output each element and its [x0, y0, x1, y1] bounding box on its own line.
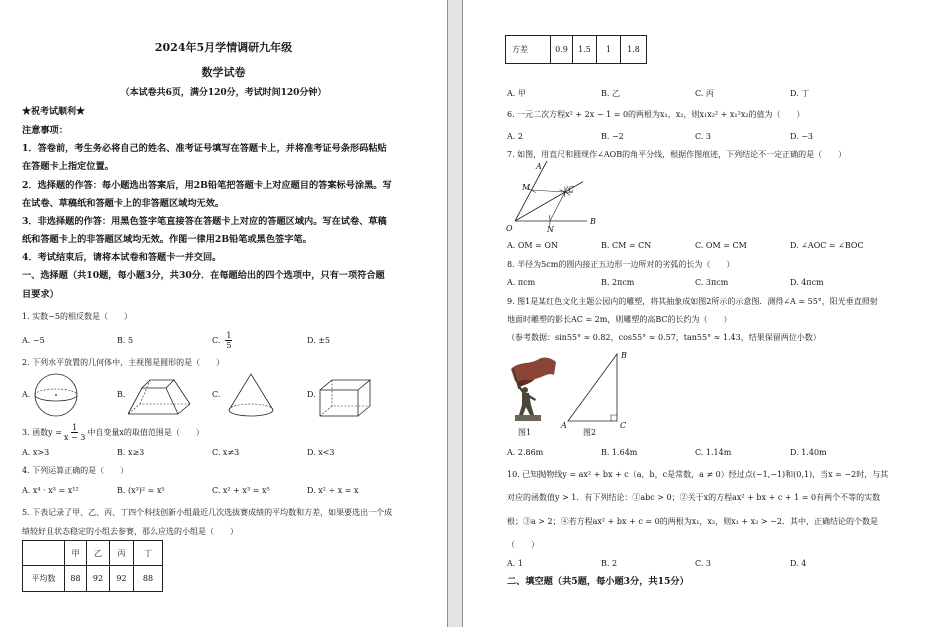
cone-sides: [229, 374, 273, 410]
cone-figure: [226, 372, 276, 418]
table-header-cell: 丙: [110, 541, 134, 566]
table-cell: 92: [110, 566, 134, 592]
q9-stem: 9. 图1是某红色文化主题公园内的雕塑，将其抽象成如图2所示的示意图．测得∠A = 55°，阳光垂直照射: [507, 297, 878, 306]
q6-option-a: A. 2: [507, 132, 523, 141]
label-n: N: [547, 225, 554, 234]
cuboid-hidden-edges: [320, 380, 370, 416]
table-cell: 0.9: [551, 36, 573, 64]
q8-stem: 8. 半径为5cm的圆内接正五边形一边所对的劣弧的长为（ ）: [507, 260, 735, 269]
table-row: [23, 566, 163, 592]
note-line: 在答题卡上指定位置。: [22, 161, 114, 172]
q10-option-a: A. 1: [507, 559, 523, 568]
label-a: A: [561, 421, 567, 430]
section2-heading: 二、填空题（共5题，每小题3分，共15分）: [507, 576, 689, 587]
q3-option-b: B. x≥3: [117, 448, 145, 457]
table-corner-cell: [23, 541, 65, 566]
fraction-numerator: 1: [72, 422, 78, 432]
note-line: 在试卷、草稿纸和答题卡上的非答题区域均无效。: [22, 198, 225, 209]
q5-stem-cont: 绩较好且状态稳定的小组去参赛，那么应选的小组是（ ）: [22, 527, 238, 536]
label-c: C: [620, 421, 627, 430]
right-triangle-figure: [560, 348, 630, 430]
table-cell: 1.5: [573, 36, 597, 64]
note-line: 4．考试结束后，请将本试卷和答题卡一并交回。: [22, 252, 222, 263]
q7-option-b: B. CM = CN: [601, 241, 652, 250]
label-o: O: [506, 224, 513, 233]
q1-option-c-label: C.: [212, 335, 221, 345]
q2-stem: 2. 下列水平放置的几何体中，主视图是圆形的是（ ）: [22, 358, 225, 367]
right-page: [463, 0, 928, 627]
q8-option-a: A. πcm: [507, 278, 536, 287]
q10-option-d: D. 4: [790, 559, 807, 568]
cuboid-figure: [318, 378, 374, 418]
q10-answer-blank: （ ）: [507, 540, 539, 549]
exam-subject: 数学试卷: [201, 66, 246, 79]
cone-base-front: [229, 410, 273, 416]
q7-stem: 7. 如图，用直尺和圆规作∠AOB的角平分线，根据作图痕迹，下列结论不一定正确的是（ ）: [507, 150, 847, 159]
q6-option-b: B. −2: [601, 132, 624, 141]
q3-stem-suffix: 中自变量x的取值范围是（ ）: [87, 427, 204, 437]
q3-fraction: [64, 423, 85, 442]
q3-option-a: A. x>3: [22, 448, 50, 457]
blessing: ★祝考试顺利★: [22, 107, 86, 117]
figure-1-caption: 图1: [518, 428, 532, 437]
q5-option-d: D. 丁: [790, 89, 810, 98]
q3-option-c: C. x≠3: [212, 448, 240, 457]
q4-stem: 4. 下列运算正确的是（ ）: [22, 466, 129, 475]
frustum-sides: [128, 380, 190, 414]
table-header-cell: 乙: [87, 541, 110, 566]
q5-table-top: [22, 540, 163, 592]
q10-stem-cont: 对应的函数值y > 1．有下列结论：①abc > 0；②关于x的方程ax² + bx + c + 1 = 0有两个不等的实数: [507, 493, 881, 502]
label-m: M: [522, 183, 531, 192]
q7-option-c: C. OM = CM: [695, 241, 747, 250]
frustum-top: [142, 380, 174, 388]
cuboid-front-face: [320, 390, 358, 416]
q5-option-a: A. 甲: [507, 89, 526, 98]
q9-option-d: D. 1.40m: [790, 448, 827, 457]
q3-stem: [22, 421, 204, 443]
fraction-denominator: 5: [226, 340, 232, 350]
q5-option-b: B. 乙: [601, 89, 620, 98]
fraction-numerator: 1: [226, 330, 232, 340]
label-a: A: [536, 162, 542, 171]
section1-heading-cont: 目要求）: [22, 289, 59, 300]
q3-option-d: D. x<3: [307, 448, 335, 457]
q8-option-d: D. 4πcm: [790, 278, 824, 287]
figure-2-caption: 图2: [583, 428, 597, 437]
q1-stem: 1. 实数−5的相反数是（ ）: [22, 312, 132, 321]
sculpture-body: [519, 393, 534, 415]
angle-bisector-figure: [503, 159, 603, 237]
note-line: 1．答卷前，考生务必将自己的姓名、准考证号填写在答题卡上，并将准考证号条形码粘贴: [22, 143, 387, 154]
note-line: 3．非选择题的作答：用黑色签字笔直接答在答题卡上对应的答题区域内。写在试卷、草稿: [22, 216, 387, 227]
q8-option-b: B. 2πcm: [601, 278, 635, 287]
notes-heading: 注意事项：: [22, 125, 68, 136]
cuboid-visible-edges: [320, 380, 370, 416]
q8-option-c: C. 3πcm: [695, 278, 729, 287]
table-cell: 88: [134, 566, 163, 592]
q1-option-c-fraction: [225, 331, 232, 350]
q10-stem: 10. 已知抛物线y = ax² + bx + c（a，b，c是常数，a ≠ 0）经过点(−1,−1)和(0,1)，当x = −2时，与其: [507, 470, 889, 479]
q7-option-d: D. ∠AOC = ∠BOC: [790, 241, 864, 250]
table-cell: 88: [65, 566, 87, 592]
q2-option-c-label: C.: [212, 390, 221, 399]
q6-stem: 6. 一元二次方程x² + 2x − 1 = 0的两根为x₁，x₂，则x₁x₂² + x₁²x₂的值为（ ）: [507, 110, 805, 119]
triangle-abc: [568, 354, 617, 421]
q1-option-d: D. ±5: [307, 336, 331, 345]
section1-heading: 一、选择题（共10题，每小题3分，共30分．在每题给出的四个选项中，只有一项符合题: [22, 270, 385, 281]
table-row-label: 方差: [506, 36, 551, 64]
q2-option-d-label: D.: [307, 390, 316, 399]
q10-option-c: C. 3: [695, 559, 712, 568]
q1-option-c: [212, 329, 234, 351]
note-line: 纸和答题卡上的非答题区域均无效。作图一律用2B铅笔或黑色签字笔。: [22, 234, 312, 245]
q1-option-b: B. 5: [117, 336, 134, 345]
sphere-center: [55, 394, 57, 396]
q6-option-d: D. −3: [790, 132, 814, 141]
fraction-denominator: x − 3: [63, 432, 86, 442]
q4-option-a: A. x⁴ · x³ = x¹²: [22, 486, 79, 495]
sculpture-base: [515, 415, 541, 421]
q9-stem-cont: 地面时雕塑的影长AC = 2m，则雕塑的高BC的长约为（ ）: [507, 315, 732, 324]
q9-option-c: C. 1.14m: [695, 448, 732, 457]
table-header-cell: 丁: [134, 541, 163, 566]
right-angle-mark: [611, 415, 617, 421]
q9-option-a: A. 2.86m: [507, 448, 544, 457]
exam-title: 2024年5月学情调研九年级: [154, 41, 293, 54]
q10-stem-cont: 根；③a > 2；④若方程ax² + bx + c = 0的两根为x₁，x₂，则x₁ + x₂ > −2．其中，正确结论的个数是: [507, 517, 878, 526]
q7-option-a: A. OM = ON: [507, 241, 558, 250]
table-header-cell: 甲: [65, 541, 87, 566]
q4-option-c: C. x² + x³ = x⁵: [212, 486, 270, 495]
table-cell: 92: [87, 566, 110, 592]
cone-base-back: [229, 404, 273, 410]
table-cell: 1.8: [621, 36, 647, 64]
table-row-label: 平均数: [23, 566, 65, 592]
sculpture-photo: [505, 353, 557, 425]
page-gutter: [447, 0, 463, 627]
sculpture-flag: [511, 358, 556, 383]
q10-option-b: B. 2: [601, 559, 618, 568]
left-page: [0, 0, 447, 627]
q2-option-a-label: A.: [22, 390, 31, 399]
q5-table-continued: [505, 35, 647, 64]
q4-option-d: D. x² ÷ x = x: [307, 486, 359, 495]
q5-option-c: C. 丙: [695, 89, 714, 98]
q3-stem-prefix: 3. 函数y =: [22, 427, 62, 437]
table-header-row: [23, 541, 163, 566]
label-b: B: [621, 351, 627, 360]
q9-option-b: B. 1.64m: [601, 448, 638, 457]
exam-info: （本试卷共6页，满分120分，考试时间120分钟）: [120, 88, 327, 98]
table-row: [506, 36, 647, 64]
frustum-bottom-visible: [128, 404, 190, 414]
q4-option-b: B. (x³)² = x⁵: [117, 486, 165, 495]
note-line: 2．选择题的作答：每小题选出答案后，用2B铅笔把答题卡上对应题目的答案标号涂黑。写: [22, 180, 392, 191]
frustum-figure: [126, 374, 194, 418]
sphere-figure: [32, 372, 80, 418]
q5-stem: 5. 下表记录了甲、乙、丙、丁四个科技创新小组最近几次选拔赛成绩的平均数和方差，如果要选出一个成: [22, 508, 393, 517]
q6-option-c: C. 3: [695, 132, 712, 141]
q2-option-b-label: B.: [117, 390, 126, 399]
label-b: B: [590, 217, 596, 226]
q1-option-a: A. −5: [22, 336, 45, 345]
q9-reference-data: （参考数据：sin55° ≈ 0.82，cos55° ≈ 0.57，tan55° ≈ 1.43，结果保留两位小数）: [507, 333, 821, 342]
label-c: C: [568, 185, 575, 194]
table-cell: 1: [597, 36, 621, 64]
